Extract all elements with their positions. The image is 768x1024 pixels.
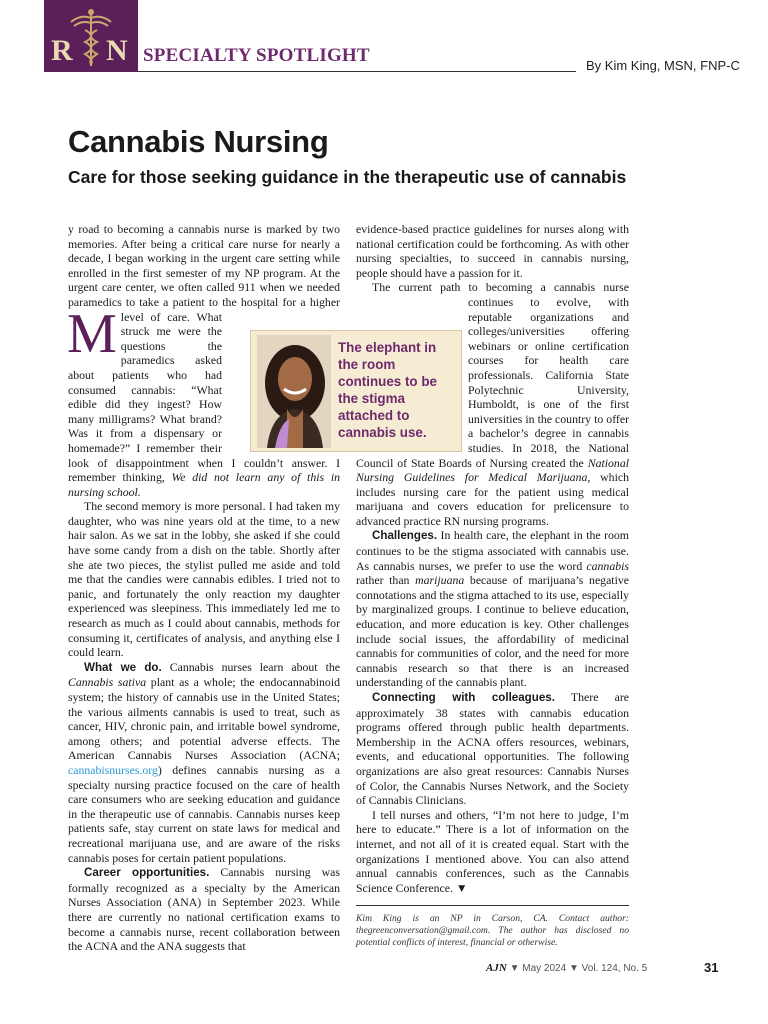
journal-name: AJN xyxy=(486,962,507,974)
footer-sep-icon: ▼ xyxy=(509,963,520,974)
acna-link[interactable]: cannabisnurses.org xyxy=(68,762,158,777)
paragraph: The second memory is more personal. I had taken my daughter, who was nine years old at the time, to a new hair salon. As we sat in the lobby, she asked if she could have some candy from a dish on the table. Shortly after she ate two pieces, the stylist pulled me aside and told me that the candies were cannabis edibles. I tried not to panic, and fortunately the only reaction my daughter experienced was sleepiness. This immediately led me to research as much as I could about cannabis, methods for consuming it, certificates of analysis, and anything else I could learn. xyxy=(68,499,340,660)
footer-sep-icon: ▼ xyxy=(568,963,579,974)
page-number: 31 xyxy=(704,960,719,975)
issue-date: May 2024 xyxy=(522,963,567,974)
author-portrait-icon xyxy=(257,335,331,448)
end-mark-icon: ▼ xyxy=(455,880,468,895)
paragraph: Challenges. In health care, the elephant in the room continues to be the stigma associated with cannabis use. As cannabis nurses, we prefer to use the word cannabis rather than marijuana because of marijuana’s negative connotations and the stigma attached to its use, especially by marginalized groups. I continue to believe education, education, and more education is key. Other challenges include social issues, the affordability of medicinal cannabis for communities of color, and the need for more cannabis research so that there is an increased understanding of the cannabis plant. xyxy=(356,528,629,690)
paragraph: Career opportunities. Cannabis nursing was formally recognized as a specialty by the American Nurses Association (ANA) in September 2023. While there are currently no national certification exams to become a cannabis nurse, recent collaboration between the ACNA and the ANA suggests that xyxy=(68,865,340,954)
author-note-rule xyxy=(356,905,629,906)
paragraph: M y road to becoming a cannabis nurse is marked by two memories. After being a critical care nurse for nearly a decade, I began working in the urgent care setting while enrolled in the first semester of my NP program. At the urgent care center, we often called 911 when we needed paramedics to take a patient to the hospital for a higher level of care. What struck me were the questions the paramedics asked about patients who had consumed cannabis: “What edible did they ingest? How many milligrams? What brand? Was it from a dispensary or homemade?” I remember their look of disappointment when I couldn’t answer. I remember thinking, We did not learn any of this in nursing school. xyxy=(67,222,340,499)
pull-quote-box xyxy=(250,330,462,452)
paragraph: Connecting with colleagues. There are approximately 38 states with cannabis education programs offered through public health departments. Membership in the ACNA offers resources, webinars, events, and educational opportunities. The following organizations are also great resources: Cannabis Nurses of Color, the Cannabis Nurses Network, and the Society of Cannabis Clinicians. xyxy=(356,690,629,808)
rn-logo xyxy=(44,0,138,72)
author-note: Kim King is an NP in Carson, CA. Contact author: thegreenconversation@gmail.com. The author has disclosed no potential conflicts of interest, financial or otherwise. xyxy=(356,913,629,948)
caduceus-icon xyxy=(44,0,138,72)
section-heading: Career opportunities. xyxy=(84,866,210,880)
page-footer xyxy=(486,962,647,974)
header-rule xyxy=(138,71,576,72)
paragraph: evidence-based practice guidelines for nurses along with national certification could be forthcoming. As with other nursing specialties, to succeed in cannabis nursing, people should have a passion for it. xyxy=(356,222,629,280)
section-heading: Challenges. xyxy=(372,529,438,543)
logo-letter-r: R xyxy=(51,34,73,67)
byline: By Kim King, MSN, FNP-C xyxy=(586,58,740,73)
paragraph: What we do. Cannabis nurses learn about the Cannabis sativa plant as a whole; the endocannabinoid system; the history of cannabis use in the United States; the various ailments cannabis is used to treat, such as cancer, HIV, chronic pain, and irritable bowel syndrome, among others; and potential adverse effects. The American Cannabis Nurses Association (ACNA; cannabisnurses.org) defines cannabis nursing as a specialty nursing practice focused on the care of health care consumers who are seeking education and guidance in the therapeutic use of cannabis. Cannabis nurses keep patients safe, stay current on state laws for medical and recreational marijuana use, and are aware of the risks cannabis poses for certain patient populations. xyxy=(68,659,341,865)
drop-cap: M xyxy=(67,303,117,365)
section-heading: Connecting with colleagues. xyxy=(372,691,555,704)
section-label: SPECIALTY SPOTLIGHT xyxy=(143,45,370,66)
article-subtitle: Care for those seeking guidance in the therapeutic use of cannabis xyxy=(68,167,627,187)
section-heading: What we do. xyxy=(84,660,162,674)
volume: Vol. 124, No. 5 xyxy=(581,963,648,974)
paragraph: I tell nurses and others, “I’m not here to judge, I’m here to educate.” There is a lot of information on the internet, and not all of it is created equal. Start with the organizations I mentioned above. You can also attend annual cannabis conferences, such as the Cannabis Science Conference. ▼ xyxy=(356,807,629,895)
paragraph: The current path to becoming a cannabis nurse continues to evolve, with reputable organizations and colleges/universities offering webinars or online certification courses for health care professionals. California State Polytechnic University, Humboldt, is one of the first universities in the country to offer a bachelor’s degree in cannabis studies. In 2018, the National Council of State Boards of Nursing created the National Nursing Guidelines for Medical Marijuana, which includes nursing care for the patient using medical marijuana and covers education for prelicensure to advanced practice RN nursing programs. xyxy=(356,280,629,528)
article-title: Cannabis Nursing xyxy=(68,124,329,159)
author-photo xyxy=(257,335,331,448)
column-right xyxy=(356,222,629,895)
logo-letter-n: N xyxy=(106,34,128,67)
pull-quote: The elephant in the room continues to be the stigma attached to cannabis use. xyxy=(338,340,437,440)
